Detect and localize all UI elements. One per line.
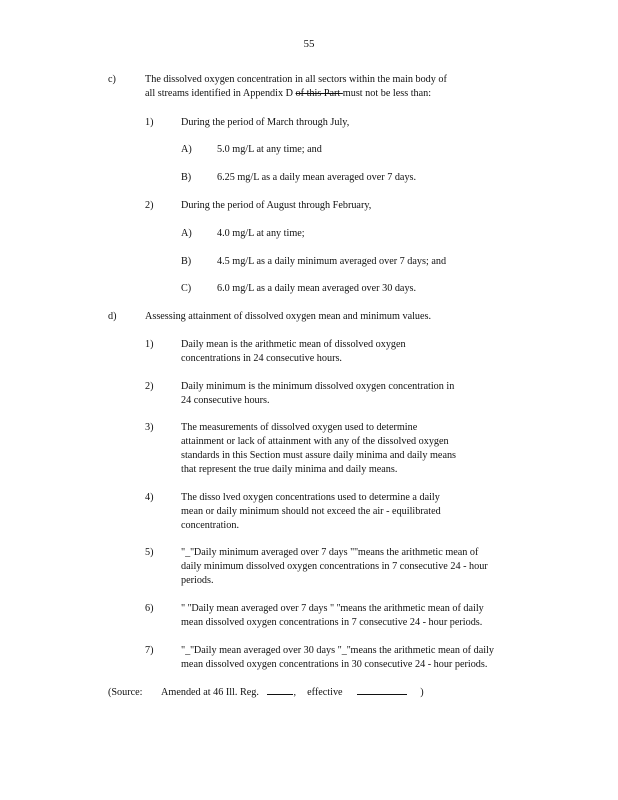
d-item-7-line: "_''Daily mean averaged over 30 days "_''means the arithmetic mean of daily	[181, 645, 494, 656]
c-item-2-sub-b-label: B)	[181, 256, 192, 267]
c-item-2-sub-b-text: 4.5 mg/L as a daily minimum averaged over 7 days; and	[217, 256, 447, 267]
c-item-1-sub-b-text: 6.25 mg/L as a daily mean averaged over 7 days.	[217, 172, 417, 183]
c-item-1-text: During the period of March through July,	[181, 117, 350, 128]
d-item-1-label: 1)	[145, 339, 154, 350]
c-item-2-sub-a-text: 4.0 mg/L at any time;	[217, 228, 305, 239]
c-item-2-sub-c-label: C)	[181, 283, 192, 294]
d-item-7-line: mean dissolved oxygen concentrations in 30 consecutive 24 - hour periods.	[181, 659, 488, 670]
d-item-6-line: mean dissolved oxygen concentrations in 7 consecutive 24 - hour periods.	[181, 617, 483, 628]
d-item-5-text	[181, 546, 488, 588]
section-d-heading: Assessing attainment of dissolved oxygen mean and minimum values.	[145, 311, 432, 322]
d-item-5-line: daily minimum dissolved oxygen concentrations in 7 consecutive 24 - hour	[181, 561, 488, 572]
d-item-6-line: " ''Daily mean averaged over 7 days " ''means the arithmetic mean of daily	[181, 603, 484, 614]
d-item-5-line: "_''Daily minimum averaged over 7 days "''means the arithmetic mean of	[181, 547, 479, 558]
section-c-text	[145, 73, 447, 101]
section-c-line2	[145, 87, 447, 101]
d-item-4-line: The disso lved oxygen concentrations used to determine a daily	[181, 492, 440, 503]
source-close: )	[420, 687, 424, 698]
section-c-line2-post: must not be less than:	[342, 88, 432, 99]
section-c-line1: The dissolved oxygen concentration in all sectors within the main body of	[145, 74, 447, 85]
source-line	[108, 686, 424, 700]
c-item-1-label: 1)	[145, 117, 154, 128]
register-page-blank	[267, 694, 293, 695]
d-item-7-text	[181, 644, 494, 672]
d-item-7-label: 7)	[145, 645, 154, 656]
d-item-4-text	[181, 491, 441, 533]
d-item-1-text	[181, 338, 406, 366]
c-item-1-sub-a-text: 5.0 mg/L at any time; and	[217, 144, 322, 155]
d-item-4-label: 4)	[145, 492, 154, 503]
d-item-5-line: periods.	[181, 575, 214, 586]
d-item-4-line: mean or daily minimum should not exceed the air - equilibrated	[181, 506, 441, 517]
source-effective: effective	[307, 687, 343, 698]
d-item-3-line: attainment or lack of attainment with any of the dissolved oxygen	[181, 436, 449, 447]
d-item-5-label: 5)	[145, 547, 154, 558]
struck-text: of this Part	[295, 88, 343, 99]
section-c-line2-pre: all streams identified in Appendix D	[145, 88, 296, 99]
source-amended: Amended at 46 Ill. Reg.	[161, 687, 259, 698]
c-item-2-sub-a-label: A)	[181, 228, 192, 239]
source-open: (Source:	[108, 687, 143, 698]
c-item-1-sub-b-label: B)	[181, 172, 192, 183]
c-item-2-label: 2)	[145, 200, 154, 211]
d-item-2-line: 24 consecutive hours.	[181, 395, 270, 406]
c-item-2-text: During the period of August through February,	[181, 200, 372, 211]
d-item-2-line: Daily minimum is the minimum dissolved oxygen concentration in	[181, 381, 455, 392]
d-item-2-label: 2)	[145, 381, 154, 392]
d-item-6-label: 6)	[145, 603, 154, 614]
d-item-6-text	[181, 602, 484, 630]
page-number: 55	[303, 38, 315, 50]
d-item-1-line: concentrations in 24 consecutive hours.	[181, 353, 342, 364]
d-item-3-line: The measurements of dissolved oxygen used to determine	[181, 422, 418, 433]
d-item-3-line: that represent the true daily minima and daily means.	[181, 464, 398, 475]
d-item-3-label: 3)	[145, 422, 154, 433]
d-item-3-text	[181, 421, 456, 477]
section-c-label: c)	[108, 74, 116, 85]
d-item-1-line: Daily mean is the arithmetic mean of dissolved oxygen	[181, 339, 406, 350]
c-item-2-sub-c-text: 6.0 mg/L as a daily mean averaged over 30 days.	[217, 283, 417, 294]
effective-date-blank	[357, 694, 407, 695]
d-item-3-line: standards in this Section must assure daily minima and daily means	[181, 450, 457, 461]
d-item-2-text	[181, 380, 454, 408]
source-comma: ,	[293, 687, 297, 698]
c-item-1-sub-a-label: A)	[181, 144, 192, 155]
d-item-4-line: concentration.	[181, 520, 239, 531]
section-d-label: d)	[108, 311, 117, 322]
